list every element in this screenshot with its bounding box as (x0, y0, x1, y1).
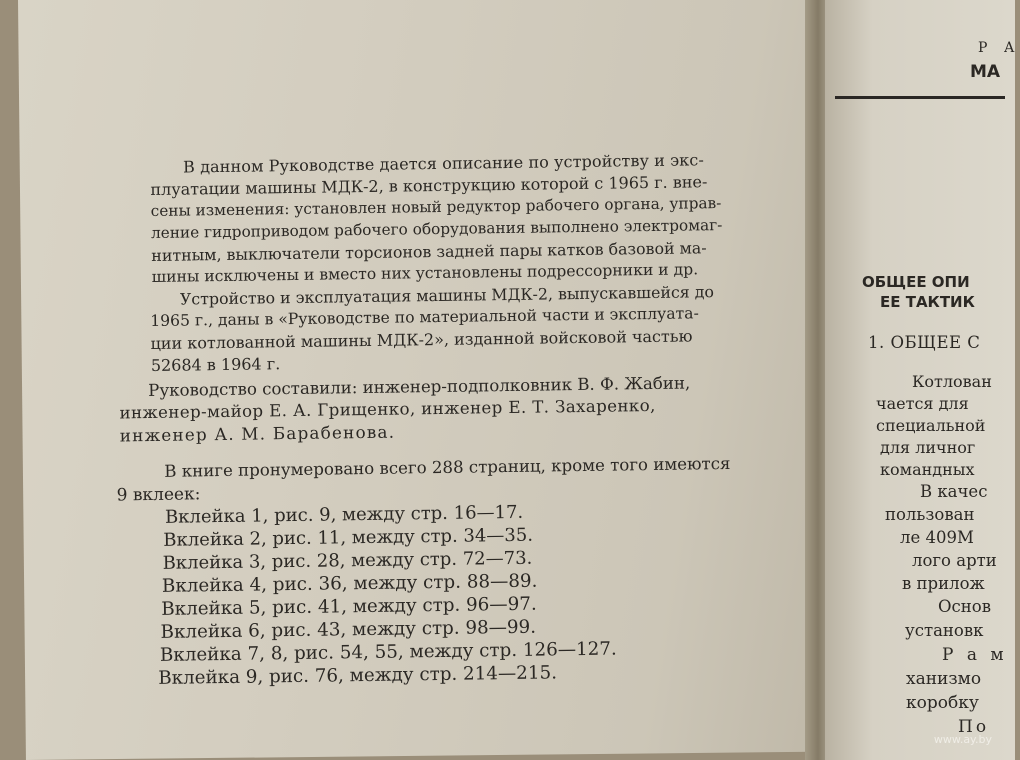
right-body-line: лого арти (912, 551, 997, 570)
para2-line-1: Устройство и эксплуатация машины МДК-2, выпускавшейся до (179, 282, 715, 309)
right-body-line: пользован (885, 505, 975, 524)
para1-line-6: шины исключены и вместо них установлены подрессорники и др. (151, 260, 699, 286)
insert-item: Вклейка 5, рис. 41, между стр. 96—97. (161, 593, 537, 620)
right-body-line: командных (880, 460, 975, 479)
insert-item: Вклейка 2, рис. 11, между стр. 34—35. (163, 524, 534, 551)
right-body-line: По (958, 717, 990, 737)
para1-line-1: В данном Руководстве дается описание по устройству и экс- (182, 150, 705, 177)
right-body-line: ле 409М (900, 528, 974, 547)
right-body-line: Р а м (942, 645, 1008, 665)
para2-line-3: ции котлованной машины МДК-2», изданной войсковой частью (150, 326, 693, 354)
right-body-line: для личног (880, 438, 976, 457)
para2-line-2: 1965 г., даны в «Руководстве по материальной части и эксплуата- (150, 304, 699, 331)
right-page-header-main: МА (970, 62, 1001, 82)
para4-line-2: 9 вклеек: (116, 484, 201, 506)
right-body-line: ханизмо (906, 669, 982, 689)
section-title-line-1: ОБЩЕЕ ОПИ (862, 273, 970, 291)
insert-item: Вклейка 6, рис. 43, между стр. 98—99. (160, 616, 537, 643)
right-body-line: установк (905, 621, 984, 640)
watermark: www.ay.by (933, 733, 992, 746)
para2-line-4: 52684 в 1964 г. (150, 354, 281, 376)
subsection-heading: 1. ОБЩЕЕ С (868, 333, 981, 352)
para1-line-5: нитным, выключатели торсионов задней пары катков базовой ма- (151, 238, 707, 265)
right-body-line: Основ (938, 597, 991, 616)
header-rule (835, 96, 1005, 99)
right-body-line: в прилож (902, 574, 985, 593)
right-body-line: коробку (906, 693, 979, 713)
insert-item: Вклейка 9, рис. 76, между стр. 214—215. (158, 662, 558, 689)
para3-line-2: инженер-майор Е. А. Грищенко, инженер Е. Т. Захаренко, (119, 395, 656, 423)
para4-line-1: В книге пронумеровано всего 288 страниц, кроме того имеются (164, 453, 731, 481)
insert-item: Вклейка 4, рис. 36, между стр. 88—89. (161, 570, 538, 597)
right-body-line: чается для (876, 394, 969, 413)
para1-line-3: сены изменения: установлен новый редуктор рабочего органа, управ- (150, 194, 722, 220)
right-body-line: Котлован (912, 372, 992, 391)
insert-item: Вклейка 7, 8, рис. 54, 55, между стр. 126—127. (159, 638, 617, 666)
para1-line-4: ление гидроприводом рабочего оборудования выполнено электромаг- (150, 216, 723, 242)
para3-line-1: Руководство составили: инженер-подполковник В. Ф. Жабин, (148, 373, 691, 401)
insert-item: Вклейка 1, рис. 9, между стр. 16—17. (164, 501, 524, 528)
insert-item: Вклейка 3, рис. 28, между стр. 72—73. (162, 547, 533, 574)
right-page-header-top: Р А (978, 40, 1020, 56)
right-body-line: В качес (920, 482, 988, 501)
para1-line-2: плуатации машины МДК-2, в конструкцию которой с 1965 г. вне- (150, 172, 708, 199)
para3-line-3: инженер А. М. Барабенова. (119, 421, 396, 446)
right-body-line: специальной (876, 416, 986, 435)
section-title-line-2: ЕЕ ТАКТИК (880, 293, 975, 311)
